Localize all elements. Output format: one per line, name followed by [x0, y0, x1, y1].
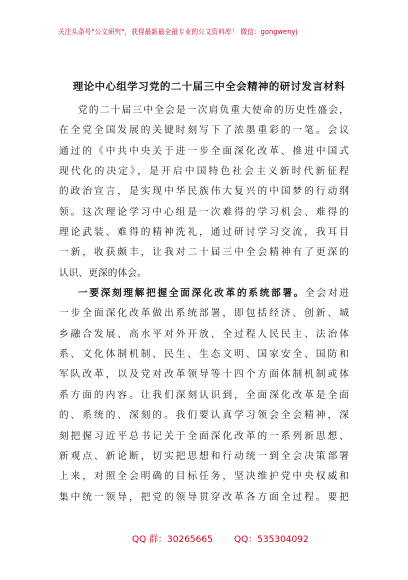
text-line: 系、文化体制机制、民生、生态文明、国家安全、国防和 [59, 349, 349, 361]
text-line: 在全党全国发展的关键时刻写下了浓墨重彩的一笔。会议 [59, 125, 349, 137]
text-line: 一新，收获颇丰，让我对二十届三中全会精神有了更深的 [59, 247, 349, 259]
text-line: 理论武装、难得的精神洗礼，通过研讨学习交流，我耳目 [59, 227, 349, 239]
text-line: 党的二十届三中全会是一次肩负重大使命的历史性盛会， [78, 105, 349, 116]
text-line: 一步全面深化改革做出系统部署，即包括经济、创新、城 [59, 308, 349, 320]
text-line: 刻把握习近平总书记关于全面深化改革的一系列新思想、 [59, 430, 349, 442]
document-title: 理论中心组学习党的二十届三中全会精神的研讨发言材料 [72, 81, 346, 93]
text-line: 的政治宣言，是实现中华民族伟大复兴的中国梦的行动纲 [59, 186, 349, 198]
text-line: 的、系统的、深刻的。我们要认真学习领会全会精神，深 [59, 410, 349, 422]
text-line: 军队改革，以及党对改革领导等十四个方面体制机制或体 [59, 369, 349, 381]
text-line: 集中统一领导，把党的领导贯穿改革各方面全过程。要把 [59, 491, 349, 503]
text-line: 领。这次理论学习中心组是一次难得的学习机会、难得的 [59, 206, 349, 218]
section-heading-line [59, 284, 349, 304]
document-body [59, 101, 349, 508]
text-line: 新观点、新论断，切实把思想和行动统一到全会决策部署 [59, 450, 349, 462]
qq-group-text: QQ 群：30265665 [132, 535, 213, 545]
promo-banner: 关注头条号"公文研究"，获得最新最全最专业的公文资料库！ 微信：gongwenyj [58, 28, 298, 36]
section-heading: 一要深刻理解把握全面深化改革的系统部署。 [78, 288, 306, 300]
text-line: 上来，对照全会明确的目标任务，坚决维护党中央权威和 [59, 471, 349, 483]
text-line: 认识、更深的体会。 [59, 267, 147, 279]
text-fragment: 全会对进 [305, 288, 349, 300]
text-line: 通过的《中共中央关于进一步全面深化改革、推进中国式 [59, 145, 349, 157]
text-line: 乡融合发展、高水平对外开放、全过程人民民主、法治体 [59, 328, 349, 340]
qq-number-text: QQ：535304092 [234, 535, 309, 545]
text-line: 系方面的内容。让我们深刻认识到，全面深化改革是全面 [59, 389, 349, 401]
text-line: 现代化的决定》，是开启中国特色社会主义新时代新征程 [59, 166, 349, 178]
